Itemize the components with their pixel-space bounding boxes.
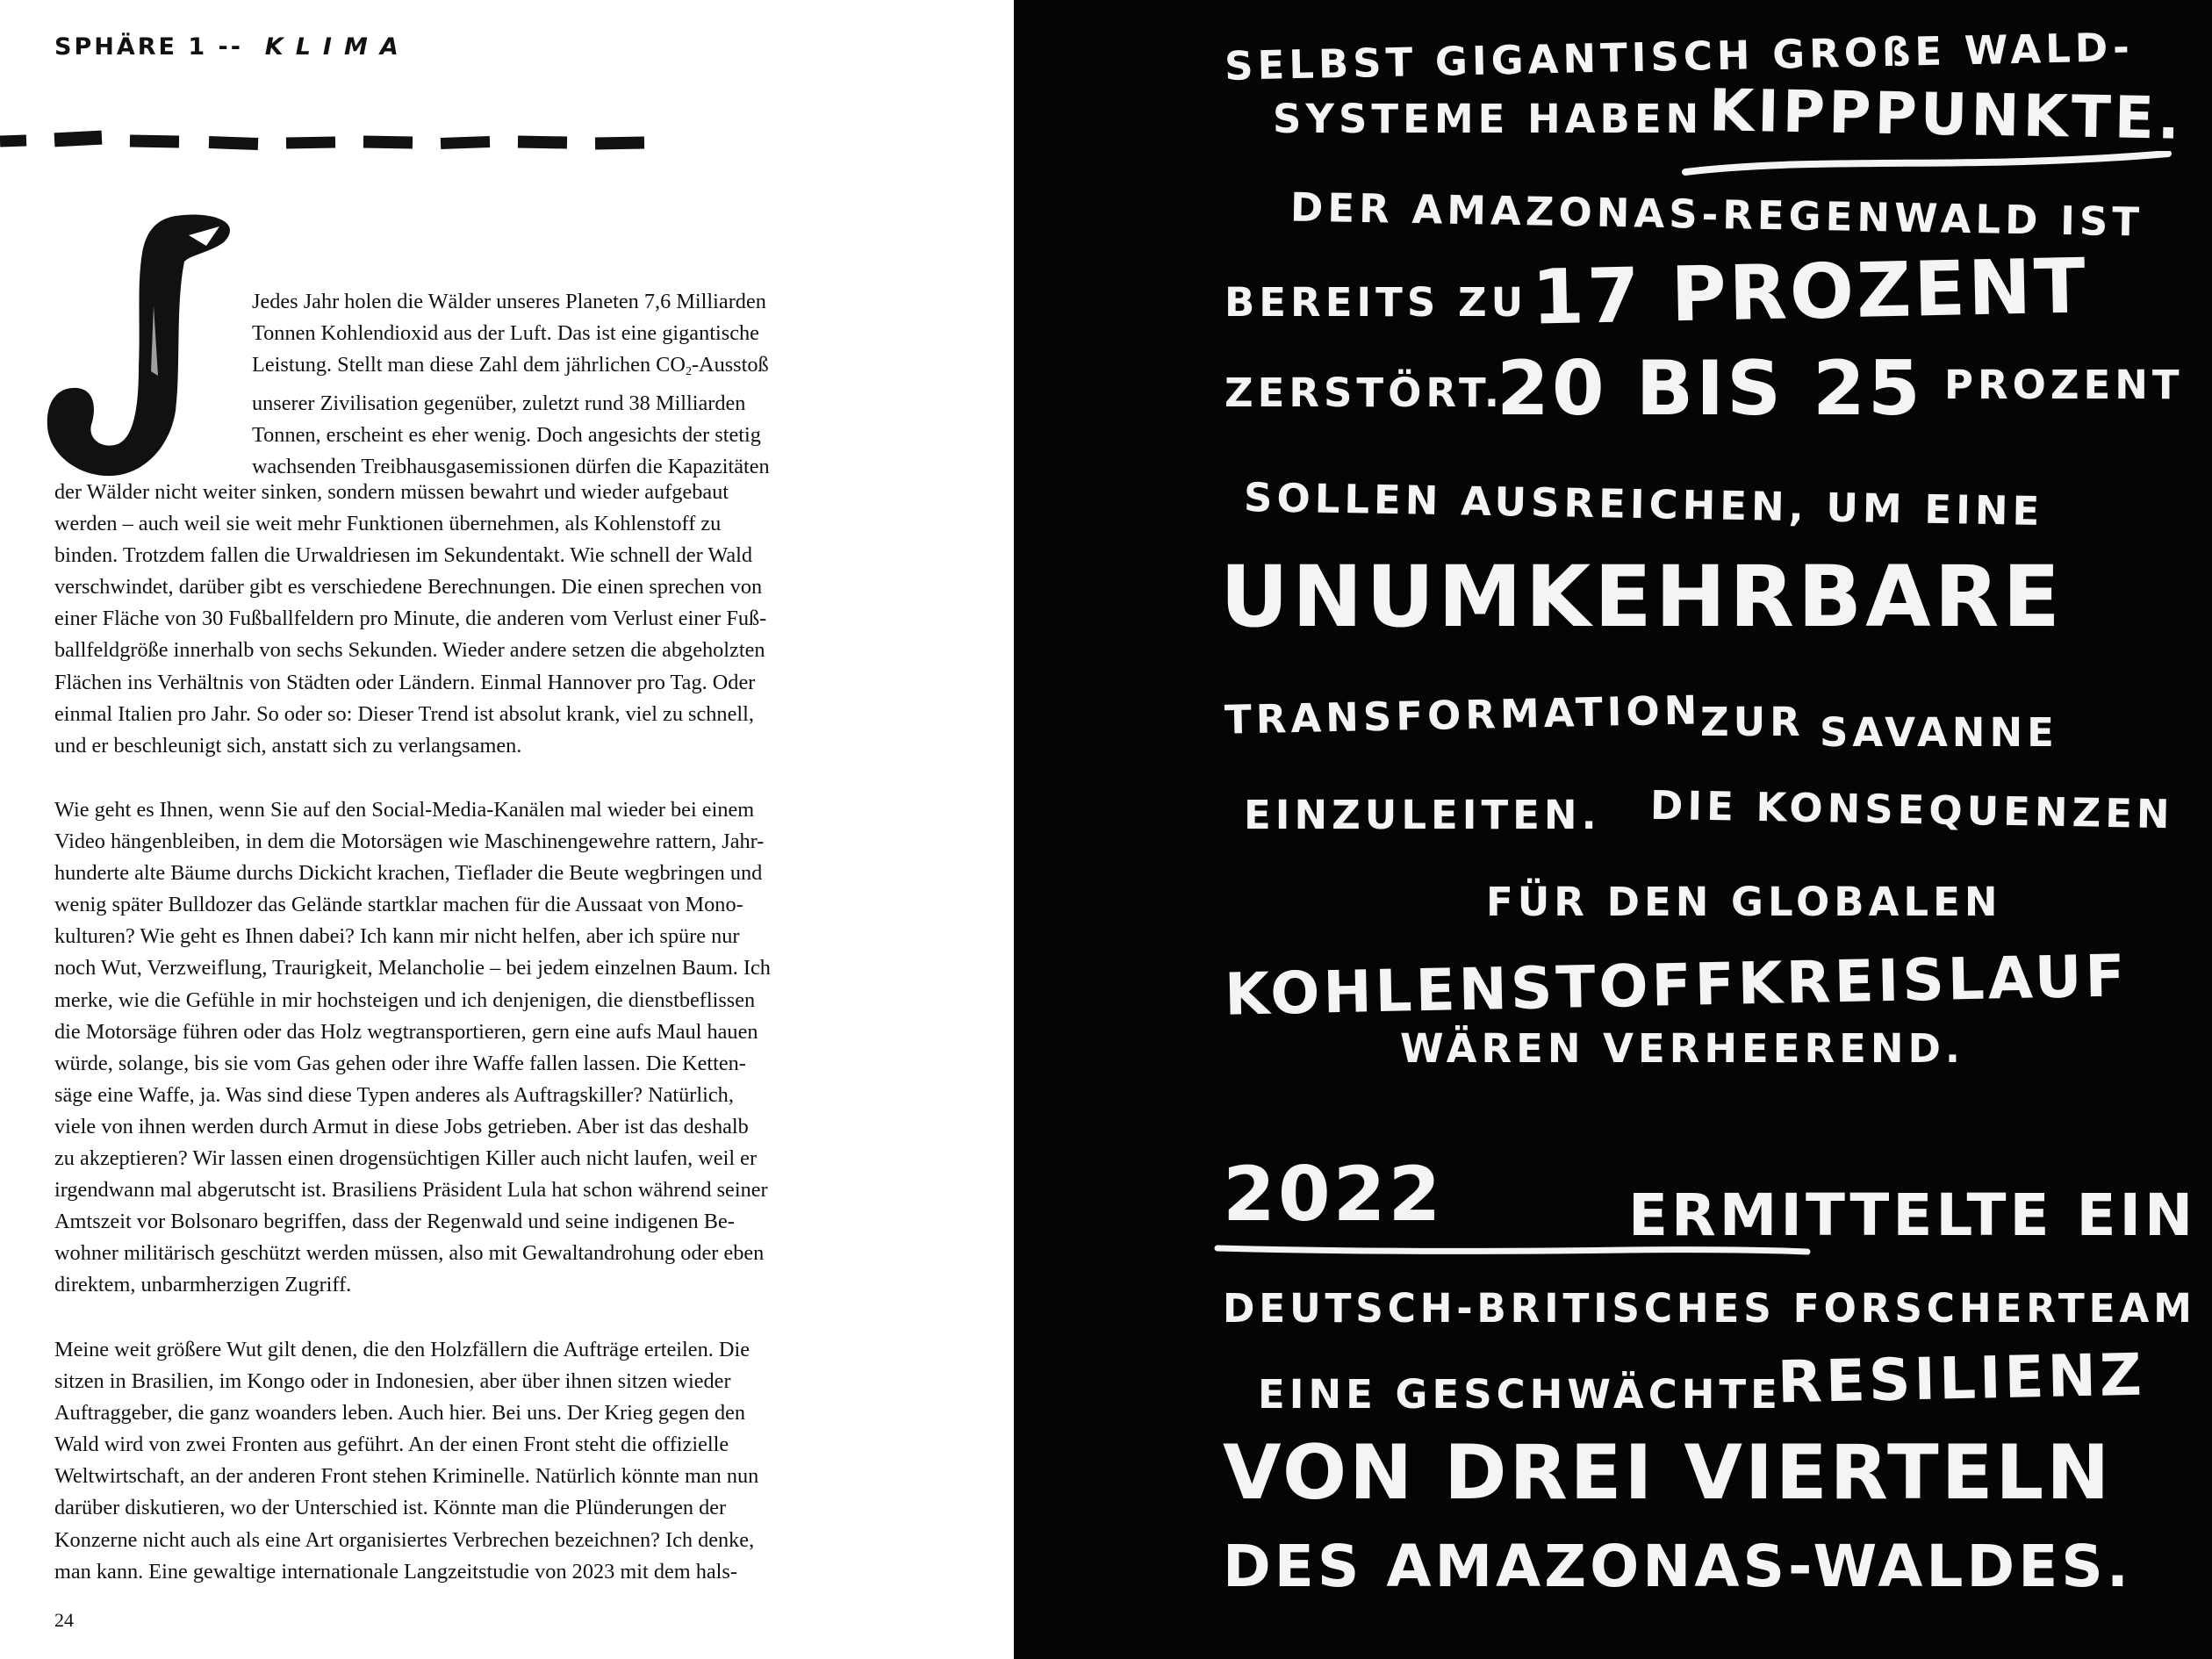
hand-line-15a: EINE GESCHWÄCHTE xyxy=(1258,1371,1782,1418)
hand-line-15b-resilienz: RESILIENZ xyxy=(1777,1340,2146,1417)
text-line: Tonnen Kohlendioxid aus der Luft. Das ist eine gigantische xyxy=(252,321,759,346)
hand-line-12: WÄREN VERHEEREND. xyxy=(1400,1025,1965,1072)
text-line: noch Wut, Verzweiflung, Traurigkeit, Melancholie – bei jedem einzelnen Baum. Ich xyxy=(54,956,771,980)
text-line: einmal Italien pro Jahr. So oder so: Dieser Trend ist absolut krank, viel zu schnell, xyxy=(54,701,754,726)
dashed-brush-rule xyxy=(0,123,650,158)
hand-line-8b: ZUR xyxy=(1700,699,1805,745)
text-line: Weltwirtschaft, an der anderen Front stehen Kriminelle. Natürlich könnte man nun xyxy=(54,1464,759,1489)
co2-suffix: -Ausstoß xyxy=(691,353,769,377)
text-line: die Motorsäge führen oder das Holz wegtransportieren, gern eine aufs Maul hauen xyxy=(54,1019,758,1044)
hand-line-13a-2022: 2022 xyxy=(1223,1151,1444,1239)
hand-line-2b-kipppunkte: KIPPPUNKTE. xyxy=(1708,76,2184,153)
text-line: direktem, unbarmherzigen Zugriff. xyxy=(54,1273,352,1297)
text-line: würde, solange, bis sie vom Gas gehen oder ihre Waffe fallen lassen. Die Ketten- xyxy=(54,1051,746,1075)
text-line-co2-part: Leistung. Stellt man diese Zahl dem jährlichen CO xyxy=(252,353,686,377)
text-line: Auftraggeber, die ganz woanders leben. Auch hier. Bei uns. Der Krieg gegen den xyxy=(54,1401,746,1426)
text-line: Video hängenbleiben, in dem die Motorsägen wie Maschinengewehre rattern, Jahr- xyxy=(54,830,765,854)
paragraph-1-continued xyxy=(54,477,766,762)
hand-line-5a: ZERSTÖRT. xyxy=(1224,370,1504,416)
text-line: werden – auch weil sie weit mehr Funktionen übernehmen, als Kohlenstoff zu xyxy=(54,512,722,536)
hand-line-14: DEUTSCH-BRITISCHES FORSCHERTEAM xyxy=(1223,1285,2196,1332)
running-head xyxy=(54,33,411,61)
hand-line-2a: SYSTEME HABEN xyxy=(1273,96,1704,142)
hand-line-3: DER AMAZONAS-REGENWALD IST xyxy=(1289,183,2144,246)
text-line xyxy=(252,349,770,388)
paragraph-3 xyxy=(54,1334,758,1588)
hand-line-5b-20-bis-25: 20 BIS 25 xyxy=(1497,345,1923,433)
text-line: Konzerne nicht auch als eine Art organisiertes Verbrechen bezeichnen? Ich denke, xyxy=(54,1527,755,1552)
text-line: Amtszeit vor Bolsonaro begriffen, dass der Regenwald und seine indigenen Be- xyxy=(54,1210,735,1234)
drop-cap-letter xyxy=(44,200,237,481)
text-line: Meine weit größere Wut gilt denen, die den Holzfällern die Aufträge erteilen. Die xyxy=(54,1338,750,1361)
hand-line-9b: DIE KONSEQUENZEN xyxy=(1649,781,2175,838)
text-line: und er beschleunigt sich, anstatt sich zu verlangsamen. xyxy=(54,733,522,758)
hand-line-13b: ERMITTELTE EIN xyxy=(1628,1181,2197,1249)
hand-line-9a: EINZULEITEN. xyxy=(1244,792,1601,838)
page-number: 24 xyxy=(54,1609,74,1631)
kipppunkte-underline xyxy=(1681,151,2172,186)
text-line: zu akzeptieren? Wir lassen einen drogensüchtigen Killer auch nicht laufen, weil er xyxy=(54,1146,758,1171)
text-line: verschwindet, darüber gibt es verschiedene Berechnungen. Die einen sprechen von xyxy=(54,575,763,600)
text-line: kulturen? Wie geht es Ihnen dabei? Ich kann mir nicht helfen, aber ich spüre nur xyxy=(54,924,740,949)
text-line: wachsenden Treibhausgasemissionen dürfen die Kapazitäten xyxy=(252,455,770,479)
text-line: merke, wie die Gefühle in mir hochsteigen und ich denjenigen, die dienstbeflissen xyxy=(54,988,756,1012)
running-head-sphere: SPHÄRE 1 -- xyxy=(54,33,243,61)
hand-line-7-unumkehrbare: UNUMKEHRBARE xyxy=(1220,548,2064,646)
text-line: darüber diskutieren, wo der Unterschied ist. Könnte man die Plünderungen der xyxy=(54,1496,727,1520)
hand-line-6: SOLLEN AUSREICHEN, UM EINE xyxy=(1243,474,2044,535)
hand-line-5c: PROZENT xyxy=(1944,362,2184,408)
text-line: sitzen in Brasilien, im Kongo oder in Indonesien, aber über ihnen sitzen wieder xyxy=(54,1369,731,1394)
text-line: unserer Zivilisation gegenüber, zuletzt rund 38 Milliarden xyxy=(252,391,746,416)
text-line: ballfeldgröße innerhalb von sechs Sekunden. Wieder andere setzen die abgeholzten xyxy=(54,638,765,663)
paragraph-1-indented xyxy=(252,286,770,484)
hand-line-4a: BEREITS ZU xyxy=(1224,279,1528,326)
text-line: Flächen ins Verhältnis von Städten oder Ländern. Einmal Hannover pro Tag. Oder xyxy=(54,670,756,694)
hand-line-11-kohlenstoffkreislauf: KOHLENSTOFFKREISLAUF xyxy=(1224,942,2129,1029)
left-page xyxy=(0,0,1014,1659)
co2-subscript: 2 xyxy=(685,365,692,379)
text-line: Jedes Jahr holen die Wälder unseres Planeten 7,6 Milliarden xyxy=(252,290,766,313)
right-page-black-panel xyxy=(1014,0,2212,1659)
hand-line-17: DES AMAZONAS-WALDES. xyxy=(1223,1533,2132,1600)
text-line: man kann. Eine gewaltige internationale Langzeitstudie von 2023 mit dem hals- xyxy=(54,1559,737,1584)
hand-line-1: SELBST GIGANTISCH GROßE WALD- xyxy=(1224,24,2135,90)
text-line: Wald wird von zwei Fronten aus geführt. An der einen Front steht die offizielle xyxy=(54,1433,729,1457)
text-line: einer Fläche von 30 Fußballfeldern pro Minute, die anderen vom Verlust einer Fuß- xyxy=(54,607,767,631)
text-line: Wie geht es Ihnen, wenn Sie auf den Social-Media-Kanälen mal wieder bei einem xyxy=(54,798,755,822)
text-line: Tonnen, erscheint es eher wenig. Doch angesichts der stetig xyxy=(252,423,761,448)
text-line: säge eine Waffe, ja. Was sind diese Typen anderes als Auftragskiller? Natürlich, xyxy=(54,1082,734,1107)
text-line: irgendwann mal abgerutscht ist. Brasiliens Präsident Lula hat schon während seiner xyxy=(54,1178,768,1203)
text-line: hunderte alte Bäume durchs Dickicht krachen, Tieflader die Beute wegbringen und xyxy=(54,861,763,886)
text-line: viele von ihnen werden durch Armut in diese Jobs getrieben. Aber ist das deshalb xyxy=(54,1114,749,1138)
hand-line-4b-17-prozent: 17 PROZENT xyxy=(1531,242,2089,342)
text-line: wenig später Bulldozer das Gelände startklar machen für die Aussaat von Mono- xyxy=(54,893,743,917)
hand-line-16: VON DREI VIERTELN xyxy=(1223,1429,2113,1517)
running-head-topic: KLIMA xyxy=(264,33,411,61)
hand-line-8a: TRANSFORMATION xyxy=(1224,686,1702,743)
text-line: der Wälder nicht weiter sinken, sondern müssen bewahrt und wieder aufgebaut xyxy=(54,480,729,504)
text-line: binden. Trotzdem fallen die Urwaldriesen im Sekundentakt. Wie schnell der Wald xyxy=(54,543,753,568)
hand-line-8c: SAVANNE xyxy=(1820,709,2058,756)
paragraph-2 xyxy=(54,794,771,1302)
text-line: wohner militärisch geschützt werden müssen, also mit Gewaltandrohung oder eben xyxy=(54,1241,765,1266)
hand-line-10: FÜR DEN GLOBALEN xyxy=(1486,879,2002,925)
